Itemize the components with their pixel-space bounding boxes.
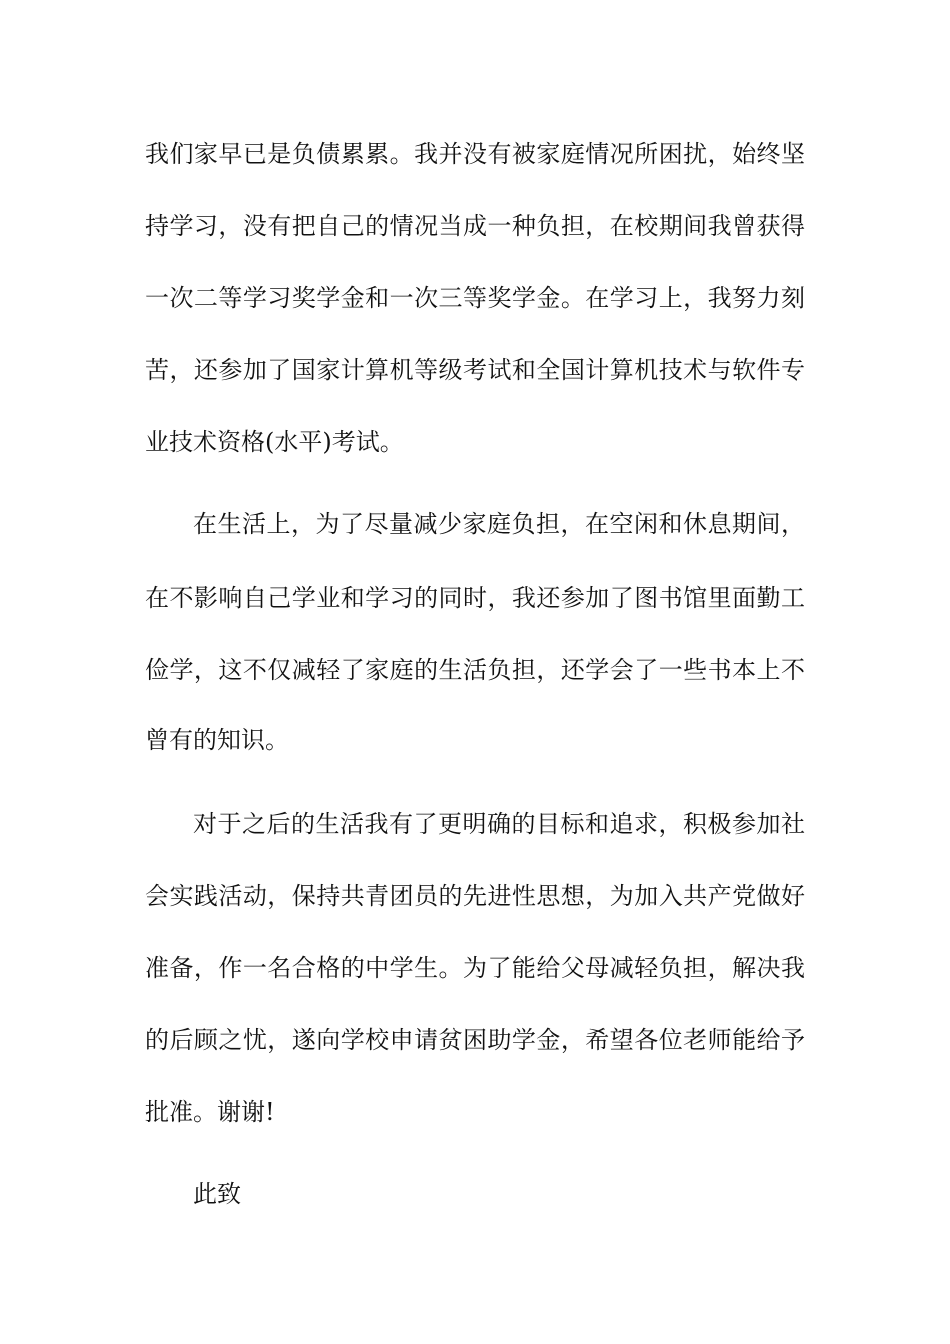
text-line: 的后顾之忧，遂向学校申请贫困助学金，希望各位老师能给予 <box>145 1026 805 1054</box>
text-line: 一次二等学习奖学金和一次三等奖学金。在学习上，我努力刻 <box>145 284 805 312</box>
text-line: 我们家早已是负债累累。我并没有被家庭情况所困扰，始终坚 <box>145 140 805 168</box>
text-line: 曾有的知识。 <box>145 726 289 754</box>
text-line: 准备，作一名合格的中学生。为了能给父母减轻负担，解决我 <box>145 954 805 982</box>
text-line: 会实践活动，保持共青团员的先进性思想，为加入共产党做好 <box>145 882 805 910</box>
text-line: 业技术资格(水平)考试。 <box>145 428 404 456</box>
closing-salutation: 此致 <box>193 1180 241 1208</box>
text-line: 俭学，这不仅减轻了家庭的生活负担，还学会了一些书本上不 <box>145 656 805 684</box>
text-line: 持学习，没有把自己的情况当成一种负担，在校期间我曾获得 <box>145 212 805 240</box>
text-line: 在不影响自己学业和学习的同时，我还参加了图书馆里面勤工 <box>145 584 805 612</box>
text-line: 在生活上，为了尽量减少家庭负担，在空闲和休息期间， <box>193 510 805 538</box>
text-line: 对于之后的生活我有了更明确的目标和追求，积极参加社 <box>193 810 805 838</box>
text-line: 苦，还参加了国家计算机等级考试和全国计算机技术与软件专 <box>145 356 805 384</box>
text-line: 批准。谢谢! <box>145 1098 275 1126</box>
